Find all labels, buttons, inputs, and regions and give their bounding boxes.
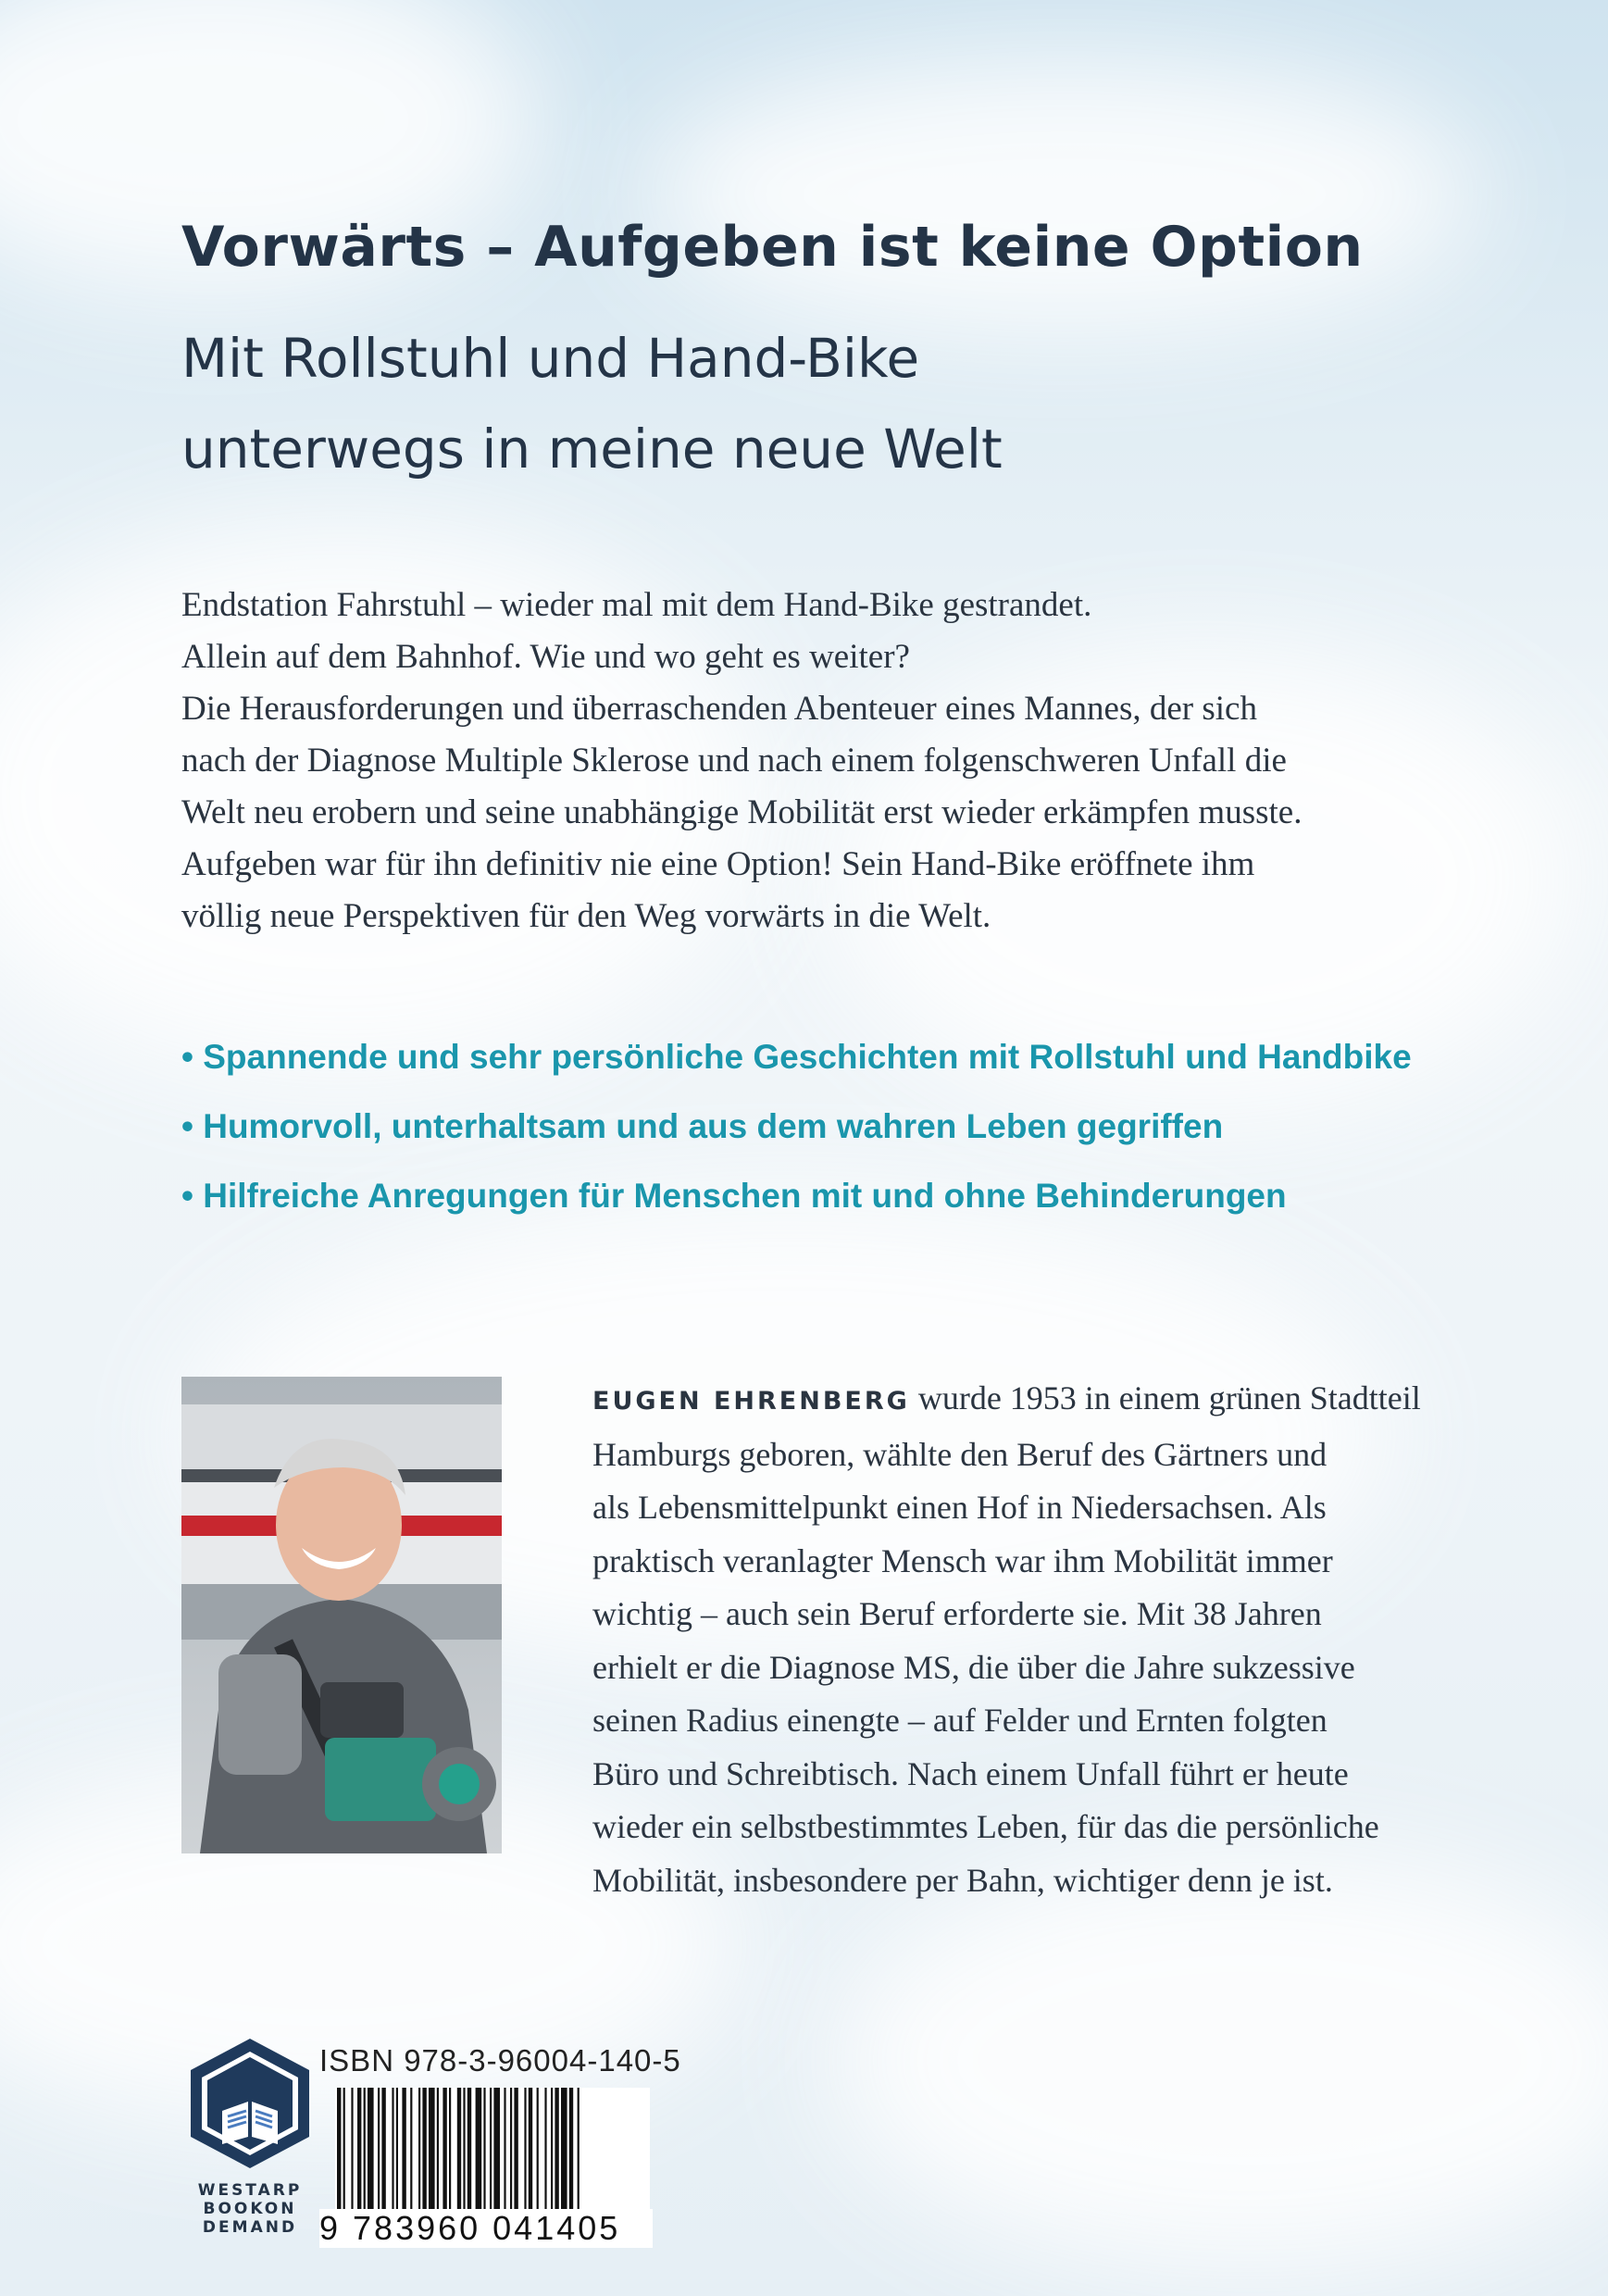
barcode-bar: [396, 2088, 398, 2227]
barcode-bar: [410, 2088, 412, 2227]
barcode-bar: [392, 2088, 393, 2227]
feature-bullet: • Hilfreiche Anregungen für Menschen mit und ohne Behinderungen: [181, 1177, 1287, 1215]
barcode-bar: [463, 2088, 465, 2227]
barcode-bar: [449, 2088, 451, 2227]
blurb-line: Aufgeben war für ihn definitiv nie eine Option! Sein Hand-Bike eröffnete ihm: [181, 845, 1255, 883]
barcode-bar: [476, 2088, 482, 2227]
blurb-line: Welt neu erobern und seine unabhängige Mobilität erst wieder erkämpfen musste.: [181, 793, 1303, 831]
barcode-bar: [402, 2088, 405, 2227]
subtitle-line: unterwegs in meine neue Welt: [181, 418, 1003, 480]
subtitle-line: Mit Rollstuhl und Hand-Bike: [181, 327, 920, 390]
barcode: [335, 2088, 650, 2227]
author-bio: [592, 1372, 1527, 1907]
cloud-shape: [833, 1852, 1608, 2268]
barcode-bar: [510, 2088, 512, 2227]
barcode-bar: [524, 2088, 526, 2227]
barcode-bar: [493, 2088, 500, 2227]
feature-bullet: • Humorvoll, unterhaltsam und aus dem wahren Leben gegriffen: [181, 1107, 1224, 1145]
barcode-bar: [378, 2088, 380, 2227]
barcode-bar: [343, 2088, 345, 2227]
cloud-shape: [648, 56, 1481, 333]
barcode-bar: [504, 2088, 505, 2227]
author-photo: [181, 1377, 502, 1853]
barcode-bar: [467, 2088, 471, 2227]
bio-line: Büro und Schreibtisch. Nach einem Unfall führt er heute: [592, 1754, 1349, 1792]
barcode-bar: [544, 2088, 546, 2227]
barcode-bar: [351, 2088, 353, 2227]
bio-line: praktisch veranlagter Mensch war ihm Mobilität immer: [592, 1541, 1333, 1579]
bio-line: seinen Radius einengte – auf Felder und Ernten folgten: [592, 1702, 1328, 1739]
blurb-line: nach der Diagnose Multiple Sklerose und nach einem folgenschweren Unfall die: [181, 742, 1287, 780]
barcode-number: 9 783960 041405: [319, 2209, 653, 2248]
blurb-line: Die Herausforderungen und überraschenden Abenteuer eines Mannes, der sich: [181, 690, 1257, 728]
barcode-bar: [337, 2088, 341, 2227]
barcode-bar: [357, 2088, 361, 2227]
barcode-bar: [490, 2088, 492, 2227]
logo-text-line: BOOKON: [203, 2200, 297, 2218]
barcode-bar: [457, 2088, 461, 2227]
blurb-line: Allein auf dem Bahnhof. Wie und wo geht es weiter?: [181, 638, 910, 676]
barcode-bar: [364, 2088, 366, 2227]
feature-bullet: • Spannende und sehr persönliche Geschichten mit Rollstuhl und Handbike: [181, 1038, 1412, 1076]
bio-line: erhielt er die Diagnose MS, die über die Jahre sukzessive: [592, 1648, 1355, 1686]
barcode-bar: [381, 2088, 385, 2227]
barcode-bar: [418, 2088, 420, 2227]
blurb-line: völlig neue Perspektiven für den Weg vorwärts in die Welt.: [181, 897, 991, 935]
barcode-bar: [537, 2088, 539, 2227]
bio-first-line: [592, 1372, 1527, 1429]
barcode-bar: [578, 2088, 580, 2227]
book-subtitle: [181, 313, 1003, 494]
book-title: Vorwärts – Aufgeben ist keine Option: [181, 215, 1364, 280]
author-name: EUGEN EHRENBERG: [592, 1387, 910, 1416]
feature-bullet-list: [181, 1022, 1412, 1230]
barcode-bar: [569, 2088, 573, 2227]
barcode-bar: [368, 2088, 374, 2227]
barcode-bar: [429, 2088, 435, 2227]
logo-text-line: DEMAND: [202, 2218, 298, 2237]
author-photo-illustration: [181, 1377, 502, 1853]
barcode-bar: [514, 2088, 517, 2227]
isbn-label: ISBN 978-3-96004-140-5: [319, 2043, 681, 2078]
bio-line: Mobilität, insbesondere per Bahn, wichtiger denn je ist.: [592, 1861, 1333, 1899]
barcode-bar: [443, 2088, 446, 2227]
barcode-bar: [555, 2088, 558, 2227]
barcode-bar: [561, 2088, 567, 2227]
barcode-bar: [529, 2088, 532, 2227]
barcode-bars: [335, 2088, 650, 2227]
barcode-bar: [422, 2088, 426, 2227]
barcode-bar: [483, 2088, 485, 2227]
bio-line: wichtig – auch sein Beruf erforderte sie. Mit 38 Jahren: [592, 1595, 1322, 1632]
blurb-text: [181, 580, 1505, 942]
bio-line: Hamburgs geboren, wählte den Beruf des Gärtners und: [592, 1435, 1328, 1473]
bio-line: wurde 1953 in einem grünen Stadtteil: [909, 1379, 1421, 1416]
barcode-bar: [551, 2088, 553, 2227]
logo-text-line: WESTARP: [197, 2181, 303, 2200]
bio-line: als Lebensmittelpunkt einen Hof in Niedersachsen. Als: [592, 1489, 1327, 1526]
blurb-line: Endstation Fahrstuhl – wieder mal mit dem Hand-Bike gestrandet.: [181, 586, 1092, 624]
bio-line: wieder ein selbstbestimmtes Leben, für das die persönliche: [592, 1808, 1379, 1845]
barcode-bar: [437, 2088, 439, 2227]
publisher-logo-text: [188, 2181, 312, 2237]
